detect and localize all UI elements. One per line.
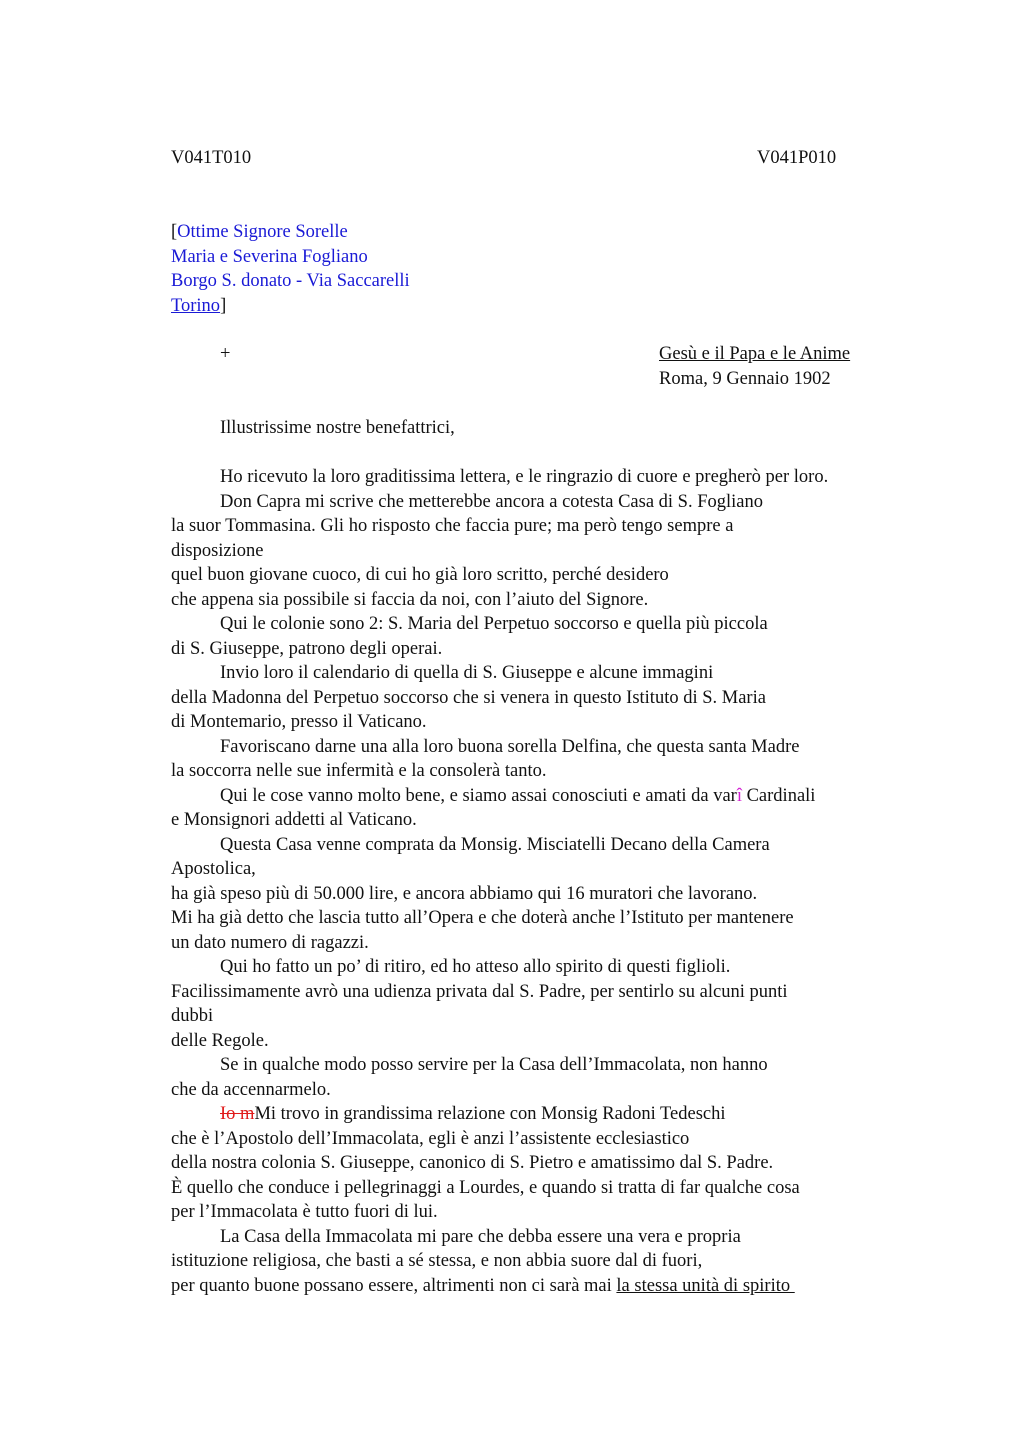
body-line: Favoriscano darne una alla loro buona sorella Delfina, che questa santa Madre [220,736,800,757]
deleted-text: Io m [220,1104,255,1124]
body-line: della nostra colonia S. Giuseppe, canonico di S. Pietro e amatissimo dal S. Padre. [171,1153,774,1173]
address-recipients: Ottime Signore Sorelle [177,222,348,242]
open-bracket: [ [171,222,178,242]
close-bracket: ] [220,295,227,316]
body-line: la suor Tommasina. Gli ho risposto che faccia pure; ma però tengo sempre a [171,516,734,536]
document-code-right: V041P010 [757,148,837,168]
body-line: che è l’Apostolo dell’Immacolata, egli è anzi l’assistente ecclesiastico [171,1128,690,1149]
body-line: la soccorra nelle sue infermità e la consolerà tanto. [171,761,547,781]
body-line: Facilissimamente avrò una udienza privata dal S. Padre, per sentirlo su alcuni punti [171,981,788,1002]
body-text: per quanto buone possano essere, altrimenti non ci sarà mai [171,1275,617,1296]
body-line [171,1274,795,1299]
body-line: della Madonna del Perpetuo soccorso che si venera in questo Istituto di S. Maria [171,687,766,708]
body-line: La Casa della Immacolata mi pare che debba essere una vera e propria [220,1226,741,1247]
body-line [220,1102,726,1127]
body-line: Invio loro il calendario di quella di S. Giuseppe e alcune immagini [220,663,714,683]
body-line: istituzione religiosa, che basti a sé stessa, e non abbia suore dal di fuori, [171,1251,703,1271]
body-text: Qui le cose vanno molto bene, e siamo assai conosciuti e amati da var [220,785,737,806]
inserted-character: î [736,785,742,806]
body-line: ha già speso più di 50.000 lire, e ancora abbiamo qui 16 muratori che lavorano. [171,883,758,904]
body-line: un dato numero di ragazzi. [171,932,369,953]
document-code-left: V041T010 [171,148,252,168]
body-line: Se in qualche modo posso servire per la Casa dell’Immacolata, non hanno [220,1055,768,1075]
address-city: Torino [171,295,221,316]
address-block [171,220,410,318]
body-line: e Monsignori addetti al Vaticano. [171,810,417,830]
body-line: per l’Immacolata è tutto fuori di lui. [171,1202,438,1222]
body-line: delle Regole. [171,1030,269,1051]
motto: Gesù e il Papa e le Anime [659,344,851,364]
body-line: che appena sia possibile si faccia da noi, con l’aiuto del Signore. [171,589,649,610]
address-line-3: Borgo S. donato - Via Saccarelli [171,271,410,291]
address-line-1 [171,220,410,245]
body-text: Cardinali [741,785,816,806]
salutation: Illustrissime nostre benefattrici, [220,418,455,438]
body-line: Qui le colonie sono 2: S. Maria del Perpetuo soccorso e quella più piccola [220,614,768,634]
address-line-2: Maria e Severina Fogliano [171,246,368,267]
body-line: quel buon giovane cuoco, di cui ho già loro scritto, perché desidero [171,565,669,585]
body-line: Mi ha già detto che lascia tutto all’Opera e che doterà anche l’Istituto per mantenere [171,908,794,928]
body-line: di Montemario, presso il Vaticano. [171,712,427,732]
place-date: Roma, 9 Gennaio 1902 [659,369,831,389]
body-line: dubbi [171,1006,214,1026]
body-line: Don Capra mi scrive che metterebbe ancora a cotesta Casa di S. Fogliano [220,491,763,512]
body-line: Questa Casa venne comprata da Monsig. Misciatelli Decano della Camera [220,834,770,855]
body-line: Qui ho fatto un po’ di ritiro, ed ho atteso allo spirito di questi figlioli. [220,957,731,977]
body-line: Ho ricevuto la loro graditissima lettera, e le ringrazio di cuore e pregherò per loro. [220,467,829,487]
body-line: È quello che conduce i pellegrinaggi a Lourdes, e quando si tratta di far qualche cosa [171,1177,800,1198]
body-line: di S. Giuseppe, patrono degli operai. [171,638,443,659]
body-line: che da accennarmelo. [171,1079,331,1100]
body-line: Apostolica, [171,859,256,879]
address-line-4 [171,294,410,319]
body-text: Mi trovo in grandissima relazione con Monsig Radoni Tedeschi [254,1104,726,1124]
underlined-text: la stessa unità di spirito [616,1275,795,1296]
cross-mark: + [220,344,231,364]
body-line: disposizione [171,540,264,561]
body-line [220,784,815,809]
